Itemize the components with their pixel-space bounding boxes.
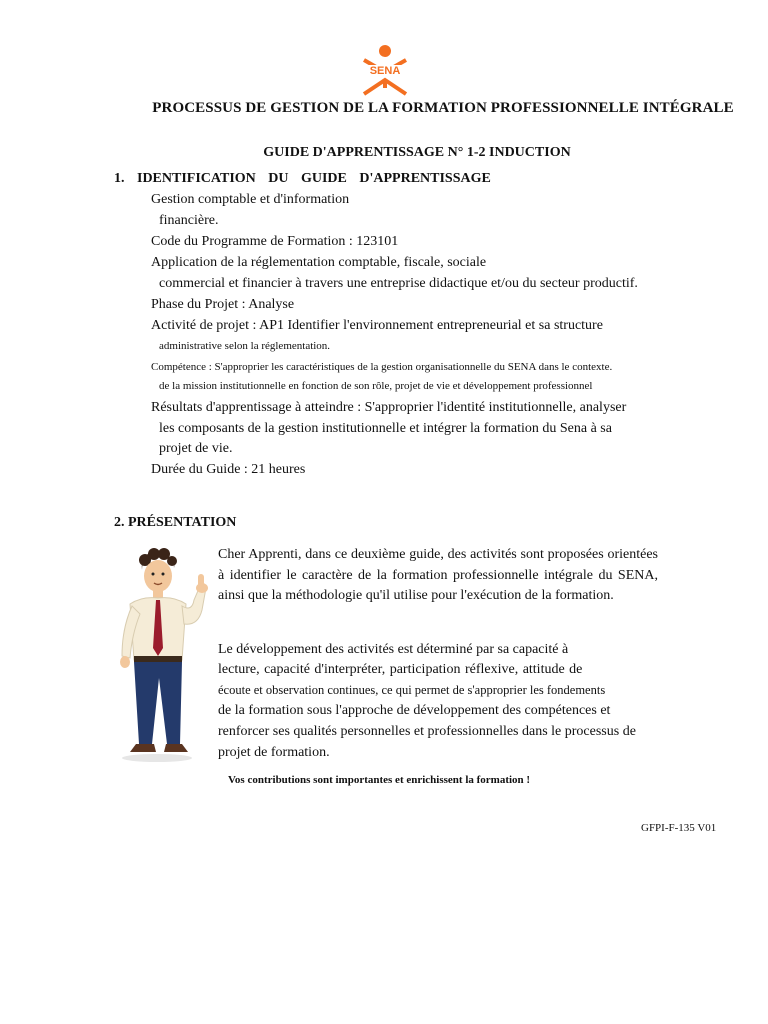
contributions-note: Vos contributions sont importantes et enrichissent la formation ! — [228, 774, 531, 786]
presentation-paragraph-2-line-4: de la formation sous l'approche de développement des compétences et — [218, 703, 611, 718]
presentation-paragraph-2-line-6: projet de formation. — [218, 745, 330, 760]
presentation-paragraph-2-line-3: écoute et observation continues, ce qui permet de s'approprier les fondements — [218, 683, 606, 697]
document-code: GFPI-F-135 V01 — [641, 822, 717, 834]
item-learning-results-cont-2: projet de vie. — [159, 441, 233, 456]
guide-title: GUIDE D'APPRENTISSAGE N° 1-2 INDUCTION — [263, 145, 571, 160]
presentation-paragraph-2-line-5: renforcer ses qualités personnelles et professionnelles dans le processus de — [218, 724, 636, 739]
item-program-code: Code du Programme de Formation : 123101 — [151, 234, 399, 249]
section-2-heading: 2. PRÉSENTATION — [114, 515, 237, 530]
presentation-paragraph-1: Cher Apprenti, dans ce deuxième guide, des activités sont proposées orientées à identifier le caractère de la formation professionnelle intégrale du SENA, ainsi que la méthodologie qu'il utilise pour l'exécution de la formation. — [218, 547, 658, 603]
item-program-name-cont: financière. — [159, 213, 219, 228]
item-project-phase: Phase du Projet : Analyse — [151, 297, 295, 312]
section-1-heading: 1. IDENTIFICATION DU GUIDE D'APPRENTISSAGE — [114, 171, 491, 186]
item-application-cont: commercial et financier à travers une entreprise didactique et/ou du secteur productif. — [159, 276, 638, 291]
item-project-activity-cont: administrative selon la réglementation. — [159, 340, 331, 352]
presentation-paragraph-2-line-2: lecture, capacité d'interpréter, participation réflexive, attitude de — [218, 662, 583, 677]
item-learning-results: Résultats d'apprentissage à atteindre : S'approprier l'identité institutionnelle, analyser — [151, 400, 627, 415]
item-project-activity: Activité de projet : AP1 Identifier l'environnement entrepreneurial et sa structure — [151, 318, 603, 333]
presentation-paragraph-2-line-1: Le développement des activités est déterminé par sa capacité à — [218, 642, 569, 657]
item-competence-cont: de la mission institutionnelle en fonction de son rôle, projet de vie et développement professionnel — [159, 380, 593, 392]
process-title: PROCESSUS DE GESTION DE LA FORMATION PROFESSIONNELLE INTÉGRALE — [152, 100, 734, 116]
item-program-name: Gestion comptable et d'information — [151, 192, 350, 207]
item-learning-results-cont-1: les composants de la gestion institutionnelle et intégrer la formation du Sena à sa — [159, 421, 612, 436]
item-duration: Durée du Guide : 21 heures — [151, 462, 306, 477]
item-application: Application de la réglementation comptable, fiscale, sociale — [151, 255, 487, 270]
item-competence: Compétence : S'approprier les caractéristiques de la gestion organisationnelle du SENA dans le contexte. — [151, 361, 613, 373]
sena-logo — [356, 44, 414, 100]
man-illustration — [112, 548, 212, 766]
logo-text: SENA — [369, 65, 401, 77]
